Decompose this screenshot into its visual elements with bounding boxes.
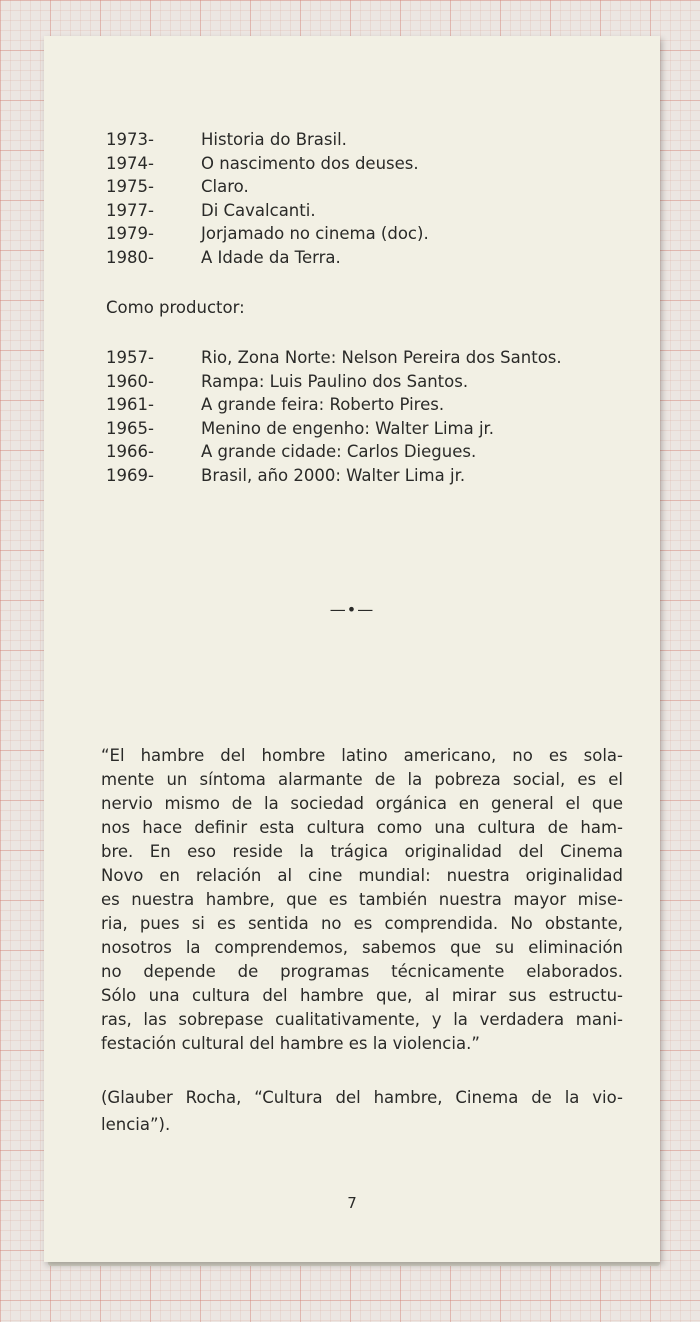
quote-line: nosotros la comprendemos, sabemos que su eliminación [101,938,623,957]
page-number: 7 [347,1194,357,1212]
list-item [106,128,429,152]
quote-line: es nuestra hambre, que es también nuestra mayor mise- [101,890,623,909]
list-item [106,222,429,246]
quote-line: nervio mismo de la sociedad orgánica en general el que [101,794,623,813]
film-year: 1957- [106,348,154,367]
film-title: O nascimento dos deuses. [201,153,419,173]
film-title: Di Cavalcanti. [201,200,316,220]
quote-line: “El hambre del hombre latino americano, no es sola- [101,746,623,765]
film-title: Historia do Brasil. [201,130,347,149]
film-year: 1961- [106,395,154,414]
film-year: 1973- [106,130,154,149]
film-year: 1977- [106,200,154,220]
producer-filmography [106,346,562,487]
citation-line: (Glauber Rocha, “Cultura del hambre, Cinema de la vio- [101,1088,623,1107]
list-item [106,175,429,199]
film-year: 1979- [106,224,154,243]
quote-line: ria, pues si es sentida no es comprendida. No obstante, [101,914,623,933]
film-year: 1974- [106,153,154,173]
quote-line: ras, las sobrepase cualitativamente, y la verdadera mani- [101,1010,623,1029]
section-separator: —•— [329,600,375,619]
list-item [106,417,562,441]
film-title: Jorjamado no cinema (doc). [201,224,429,243]
list-item [106,246,429,270]
film-title: Claro. [201,177,249,196]
list-item [106,393,562,417]
film-year: 1969- [106,465,154,485]
citation-line: lencia”). [101,1115,171,1134]
list-item [106,370,562,394]
film-title: Brasil, año 2000: Walter Lima jr. [201,465,466,485]
quote-line: bre. En eso reside la trágica originalidad del Cinema [101,842,623,861]
film-year: 1966- [106,442,154,461]
film-title: A grande feira: Roberto Pires. [201,395,445,414]
list-item [106,440,562,464]
quote-paragraph [101,744,623,1056]
film-title: Menino de engenho: Walter Lima jr. [201,418,495,438]
producer-heading: Como productor: [106,298,245,317]
quote-line: Novo en relación al cine mundial: nuestra originalidad [101,866,623,885]
quote-line: mente un síntoma alarmante de la pobreza social, es el [101,770,623,789]
film-title: Rio, Zona Norte: Nelson Pereira dos Santos. [201,348,562,367]
list-item [106,152,429,176]
quote-line: Sólo una cultura del hambre que, al mirar sus estructu- [101,986,623,1005]
list-item [106,464,562,488]
director-filmography [106,128,429,269]
film-title: Rampa: Luis Paulino dos Santos. [201,371,469,391]
quote-citation [101,1084,623,1138]
quote-line: festación cultural del hambre es la violencia.” [101,1034,480,1053]
quote-line: nos hace definir esta cultura como una cultura de ham- [101,818,623,837]
film-year: 1980- [106,247,154,267]
film-year: 1975- [106,177,154,196]
quote-line: no depende de programas técnicamente elaborados. [101,962,623,981]
film-title: A Idade da Terra. [201,247,341,267]
film-year: 1965- [106,418,154,438]
film-title: A grande cidade: Carlos Diegues. [201,442,477,461]
film-year: 1960- [106,371,154,391]
document-page [44,36,660,1262]
list-item [106,199,429,223]
list-item [106,346,562,370]
